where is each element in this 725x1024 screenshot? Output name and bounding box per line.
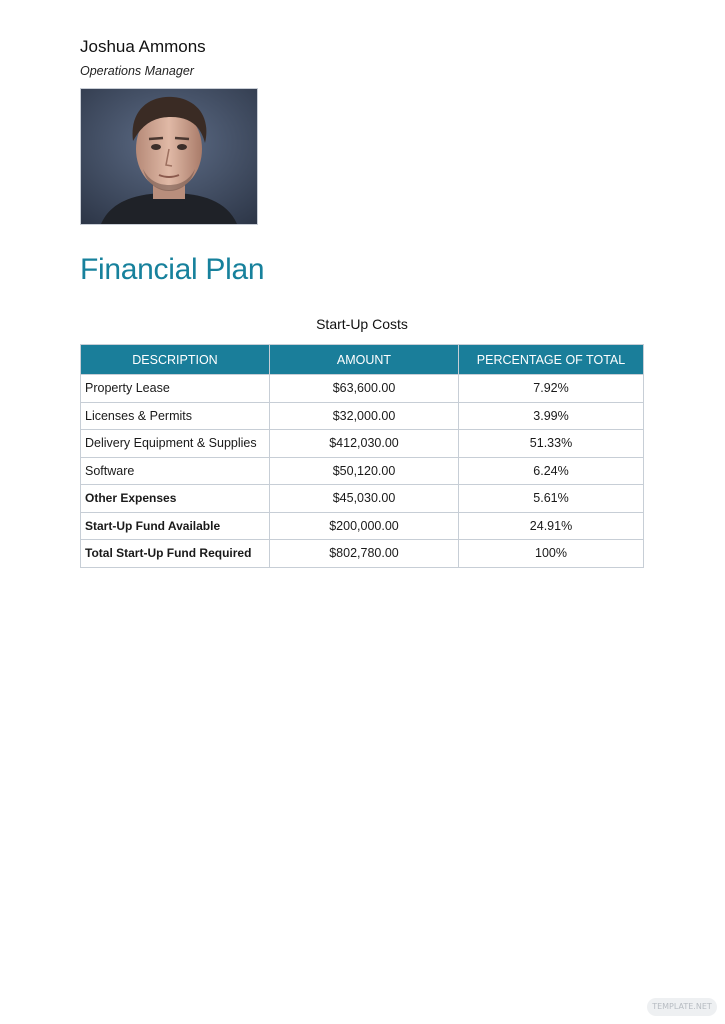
row-amount: $412,030.00 [270, 430, 459, 458]
row-amount: $45,030.00 [270, 485, 459, 513]
table-row [81, 540, 644, 568]
table-row [81, 485, 644, 513]
table-header-row [81, 345, 644, 375]
row-description: Total Start-Up Fund Required [81, 540, 270, 568]
row-amount: $802,780.00 [270, 540, 459, 568]
startup-costs-table [80, 344, 644, 568]
column-header-percentage: PERCENTAGE OF TOTAL [459, 345, 644, 375]
column-header-amount: AMOUNT [270, 345, 459, 375]
row-amount: $50,120.00 [270, 457, 459, 485]
profile-photo [80, 88, 258, 225]
row-percentage: 6.24% [459, 457, 644, 485]
row-percentage: 51.33% [459, 430, 644, 458]
row-percentage: 100% [459, 540, 644, 568]
row-amount: $63,600.00 [270, 375, 459, 403]
table-row [81, 402, 644, 430]
person-name: Joshua Ammons [80, 37, 206, 56]
row-amount: $32,000.00 [270, 402, 459, 430]
table-row [81, 375, 644, 403]
table-row [81, 512, 644, 540]
row-percentage: 7.92% [459, 375, 644, 403]
table-title: Start-Up Costs [316, 316, 408, 332]
table-row [81, 457, 644, 485]
person-role: Operations Manager [80, 64, 194, 78]
row-percentage: 5.61% [459, 485, 644, 513]
row-description: Licenses & Permits [81, 402, 270, 430]
portrait-image [81, 89, 257, 224]
row-description: Software [81, 457, 270, 485]
watermark-badge: TEMPLATE.NET [647, 998, 717, 1016]
page-heading: Financial Plan [80, 253, 265, 286]
table-row [81, 430, 644, 458]
row-percentage: 24.91% [459, 512, 644, 540]
column-header-description: DESCRIPTION [81, 345, 270, 375]
row-description: Delivery Equipment & Supplies [81, 430, 270, 458]
row-percentage: 3.99% [459, 402, 644, 430]
row-description: Property Lease [81, 375, 270, 403]
row-description: Start-Up Fund Available [81, 512, 270, 540]
row-amount: $200,000.00 [270, 512, 459, 540]
row-description: Other Expenses [81, 485, 270, 513]
